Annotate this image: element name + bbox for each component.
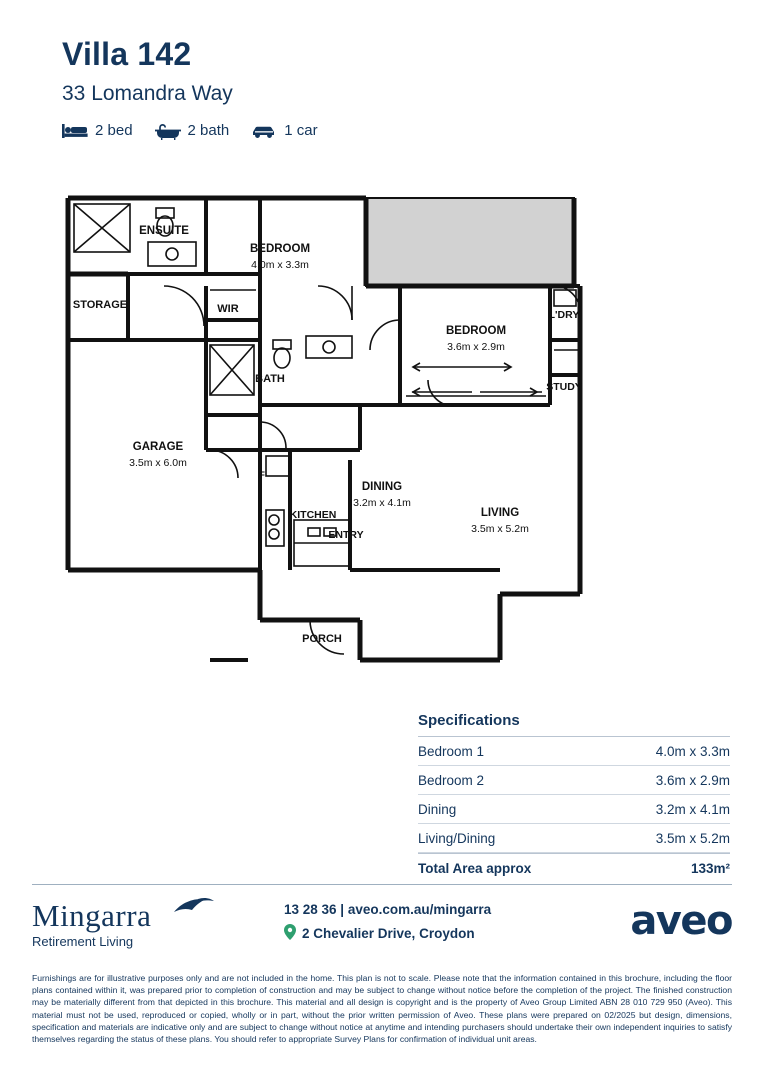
room-label-dining: DINING [361, 481, 403, 493]
spec-total-value: 133m² [690, 860, 730, 876]
room-label-fridge: F [259, 470, 265, 481]
mingarra-logo [32, 900, 242, 949]
room-dims-bedroom1: 4.0m x 3.3m [251, 259, 309, 271]
room-dims-dining: 3.2m x 4.1m [353, 497, 411, 509]
disclaimer-text: Furnishings are for illustrative purposes only and are not included in the home. This plan is not to scale. Please note that the information contained in this brochure, including the floor plans contained within it, was prepared prior to completion of construction and may be subject to change without notice before the completion of the project. The finished construction may be materially different from that depicted in this brochure. This material and all design is copyright and is the property of Aveo Group Limited ABN 28 010 729 950 (Aveo). This material must not be used, reproduced or copied, wholly or in part, without the prior written permission of Aveo. These plans were prepared on 02/2025 but design, dimensions, specification and materials are indicative only and are subject to change without notice at anytime and intending purchasers should undertake their own independent inquiries to satisfy themselves regarding the status of these plans. You should refer to appropriate Survey Plans for confirmation of individual unit areas. [32, 973, 732, 1045]
floor-plan-svg [60, 190, 660, 690]
specifications-title: Specifications [418, 712, 730, 737]
room-label-bedroom2: BEDROOM [445, 325, 507, 337]
room-dims-bedroom2: 3.6m x 2.9m [447, 341, 505, 353]
page-title: Villa 142 [62, 36, 192, 72]
feature-car-label: 1 car [284, 122, 318, 140]
room-label-ensuite: ENSUITE [139, 225, 189, 237]
feature-car [251, 122, 317, 140]
room-label-kitchen: KITCHEN [289, 509, 337, 521]
feature-bed-label: 2 bed [95, 122, 133, 140]
contact-block [284, 902, 491, 943]
room-label-porch: PORCH [302, 633, 342, 645]
spec-row [418, 824, 730, 853]
footer-divider [32, 884, 732, 885]
room-label-wir: WIR [217, 303, 239, 315]
bed-icon [62, 122, 88, 140]
room-dims-garage: 3.5m x 6.0m [129, 457, 187, 469]
bath-icon [155, 122, 181, 140]
contact-phone-web[interactable]: 13 28 36 | aveo.com.au/mingarra [284, 902, 492, 917]
room-label-bath: BATH [255, 373, 285, 385]
spec-value: 3.6m x 2.9m [655, 772, 730, 788]
car-icon [251, 122, 277, 140]
spec-row [418, 737, 730, 766]
footer [32, 890, 732, 958]
feature-row [62, 122, 562, 140]
specifications [418, 712, 730, 882]
room-label-living: LIVING [480, 507, 520, 519]
bird-icon [172, 896, 216, 921]
feature-bed [62, 122, 133, 140]
room-label-storage: STORAGE [72, 299, 128, 311]
location-pin-icon [284, 924, 296, 943]
header [62, 38, 562, 140]
room-label-entry: ENTRY [328, 529, 364, 541]
spec-value: 3.5m x 5.2m [655, 830, 730, 846]
room-label-laundry: L'DRY [548, 309, 580, 321]
spec-label: Bedroom 2 [418, 772, 485, 788]
spec-row [418, 766, 730, 795]
room-label-bedroom1: BEDROOM [249, 243, 311, 255]
room-label-study: STUDY [546, 381, 582, 393]
spec-label: Bedroom 1 [418, 743, 485, 759]
contact-address-row [284, 924, 491, 943]
mingarra-tagline: Retirement Living [32, 934, 134, 949]
feature-bath [155, 122, 230, 140]
spec-value: 3.2m x 4.1m [655, 801, 730, 817]
spec-total-label: Total Area approx [418, 860, 532, 876]
room-label-garage: GARAGE [132, 441, 184, 453]
aveo-logo: aveo [630, 898, 732, 944]
spec-label: Living/Dining [418, 830, 496, 846]
spec-row-total [418, 853, 730, 882]
feature-bath-label: 2 bath [187, 122, 230, 140]
spec-label: Dining [418, 801, 457, 817]
mingarra-name: Mingarra [32, 898, 152, 933]
floor-plan [60, 190, 660, 690]
spec-row [418, 795, 730, 824]
spec-value: 4.0m x 3.3m [655, 743, 730, 759]
room-dims-living: 3.5m x 5.2m [471, 523, 529, 535]
contact-address: 2 Chevalier Drive, Croydon [302, 926, 475, 941]
address: 33 Lomandra Way [62, 81, 233, 105]
